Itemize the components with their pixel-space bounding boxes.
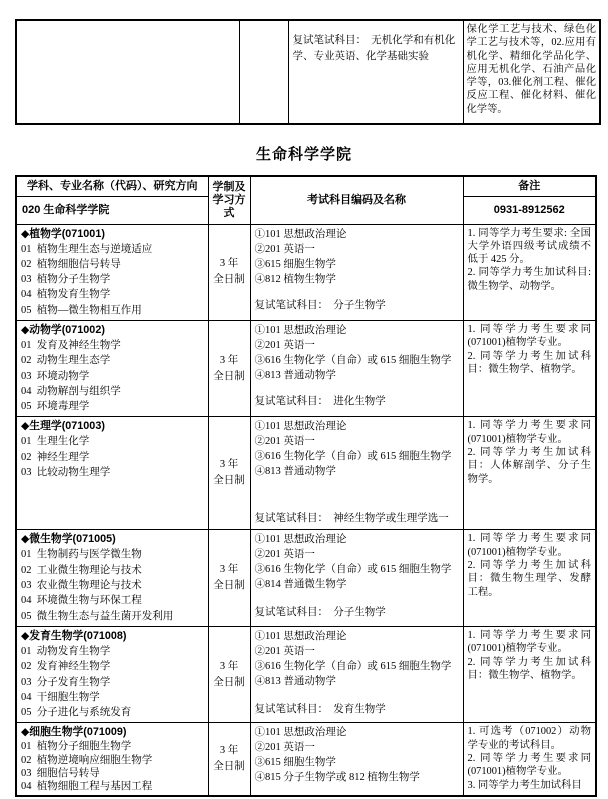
text-line: 01 植物分子细胞生物学 — [21, 741, 132, 753]
major-name: ◆动物学(071002) — [21, 323, 105, 336]
text-line: 全日制 — [213, 475, 245, 487]
subjects-cell — [250, 530, 463, 626]
research-directions — [21, 434, 204, 480]
exam-subjects — [255, 227, 459, 287]
fragment-empty-major-cell — [16, 20, 239, 124]
text-line: 01 生物制药与医学微生物 — [21, 549, 142, 561]
text-line: 05 微生物生态与益生菌开发利用 — [21, 610, 174, 622]
text-line: 1. 同等学力考生要求同(071001)植物学专业。 — [467, 533, 591, 558]
text-line: ②201 英语一 — [254, 436, 315, 448]
retest-subjects: 复试笔试科目： 分子生物学 — [254, 607, 386, 619]
major-cell — [16, 530, 208, 626]
college-majors-table — [15, 175, 597, 797]
fragment-retest-subjects: 复试笔试科目： 无机化学和有机化学、专业英语、化学基础实验 — [288, 20, 463, 124]
text-line: 2. 同等学力考生加试科目: 微生物学、动物学。 — [467, 267, 591, 292]
text-line: ③616 生物化学（自命）或 615 细胞生物学 — [254, 451, 452, 463]
text-line: 03 农业微生物理论与技术 — [21, 580, 142, 592]
major-row-microbiology — [16, 530, 596, 626]
text-line: 02 发育神经生物学 — [21, 661, 111, 673]
previous-college-table-fragment — [15, 19, 601, 125]
text-line: 1. 同等学力考生要求同(071001)植物学专业。 — [467, 420, 591, 445]
text-line: 02 动物生理生态学 — [21, 355, 111, 367]
text-line: ③616 生物化学（自命）或 615 细胞生物学 — [254, 660, 452, 672]
duration-cell — [208, 626, 250, 722]
text-line: ③615 细胞生物学 — [254, 258, 336, 270]
text-line: 1. 同等学力考生要求同(071001)植物学专业。 — [467, 629, 591, 655]
text-line: 04 植物发育生物学 — [21, 289, 111, 301]
research-directions — [21, 547, 204, 623]
text-line: 2. 同等学力考生加试科目：微生物学、植物学。 — [467, 350, 591, 375]
major-row-botany — [16, 224, 596, 320]
college-code: 020 生命科学学院 — [16, 196, 208, 224]
page-title: 生命科学学院 — [255, 146, 352, 163]
text-line: 全日制 — [213, 580, 245, 592]
retest-subjects: 复试笔试科目： 进化生物学 — [254, 395, 386, 407]
retest-subjects: 复试笔试科目： 分子生物学 — [254, 299, 386, 311]
text-line: 全日制 — [213, 761, 245, 773]
major-row-cell-biology — [16, 723, 596, 796]
remarks-cell — [463, 723, 596, 796]
text-line: 3. 同等学力考生加试科目 — [467, 779, 582, 791]
duration-cell — [208, 530, 250, 626]
text-line: ③616 生物化学（自命）或 615 细胞生物学 — [254, 564, 452, 576]
text-line: ④813 普通动物学 — [254, 466, 336, 478]
duration-cell — [208, 224, 250, 320]
text-line: 05 分子进化与系统发育 — [21, 707, 132, 719]
text-line: 3 年 — [219, 354, 239, 366]
text-line: 全日制 — [213, 676, 245, 688]
subjects-cell — [250, 626, 463, 722]
text-line: 03 植物分子生物学 — [21, 274, 111, 286]
subjects-cell — [250, 320, 463, 416]
college-phone: 0931-8912562 — [463, 196, 596, 224]
major-cell — [16, 626, 208, 722]
text-line: ④813 普通动物学 — [254, 369, 336, 381]
text-line: 01 动物发育生物学 — [21, 645, 111, 657]
text-line: 02 工业微生物理论与技术 — [21, 564, 142, 576]
text-line: 03 比较动物生理学 — [21, 467, 111, 479]
research-directions — [21, 740, 204, 793]
document-page — [0, 19, 608, 799]
text-line: 3 年 — [219, 258, 239, 270]
text-line: ②201 英语一 — [254, 339, 315, 351]
major-name: ◆植物学(071001) — [21, 227, 105, 240]
major-row-developmental-biology — [16, 626, 596, 722]
text-line: ③615 细胞生物学 — [254, 757, 336, 769]
subjects-cell — [250, 224, 463, 320]
retest-subjects: 复试笔试科目： 神经生物学或生理学选一 — [254, 513, 449, 525]
text-line: 2. 同等学力考生加试科目：人体解剖学、分子生物学。 — [467, 447, 591, 485]
text-line: 3 年 — [219, 564, 239, 576]
text-line: ③616 生物化学（自命）或 615 细胞生物学 — [254, 354, 452, 366]
text-line: 04 植物细胞工程与基因工程 — [21, 781, 153, 793]
text-line: ②201 英语一 — [254, 742, 315, 754]
exam-subjects — [255, 323, 459, 383]
subjects-cell — [250, 723, 463, 796]
text-line: 全日制 — [213, 274, 245, 286]
research-directions — [21, 338, 204, 414]
text-line: ①101 思想政治理论 — [254, 630, 347, 642]
header-remarks: 备注 — [463, 176, 596, 196]
text-line: 3 年 — [219, 660, 239, 672]
retest-subjects: 复试笔试科目： 发育生物学 — [254, 703, 386, 715]
text-line: 01 发育及神经生物学 — [21, 339, 121, 351]
major-cell — [16, 320, 208, 416]
duration-cell — [208, 320, 250, 416]
exam-subjects — [255, 629, 459, 689]
remarks-cell — [463, 320, 596, 416]
text-line: ②201 英语一 — [254, 243, 315, 255]
text-line: ②201 英语一 — [254, 645, 315, 657]
remarks-cell — [463, 626, 596, 722]
header-subjects: 考试科目编码及名称 — [250, 176, 463, 224]
text-line: 2. 同等学力考生要求同(071001)植物学专业。 — [467, 753, 591, 778]
header-duration: 学制及学习方式 — [208, 176, 250, 224]
text-line: 04 干细胞生物学 — [21, 691, 100, 703]
text-line: 01 植物生理生态与逆境适应 — [21, 243, 153, 255]
text-line: 2. 同等学力考生加试科目：微生物学、植物学。 — [467, 656, 591, 681]
major-cell — [16, 224, 208, 320]
text-line: 05 植物—微生物相互作用 — [21, 304, 142, 316]
exam-subjects — [255, 725, 459, 785]
major-name: ◆生理学(071003) — [21, 420, 105, 433]
text-line: 2. 同等学力考生加试科目：微生物生理学、发酵工程。 — [467, 560, 591, 598]
text-line: 1. 同等学力考生要求: 全国大学外语四级考试成绩不低于 425 分。 — [467, 227, 591, 266]
fragment-row — [16, 20, 600, 124]
subjects-cell — [250, 417, 463, 530]
major-cell — [16, 417, 208, 530]
text-line: 02 植物细胞信号转导 — [21, 258, 121, 270]
exam-subjects — [255, 419, 459, 479]
text-line: ④815 分子生物学或 812 植物生物学 — [254, 772, 420, 784]
text-line: 03 分子发育生物学 — [21, 676, 111, 688]
text-line: 04 环境微生物与环保工程 — [21, 595, 142, 607]
text-line: ④812 植物生物学 — [254, 273, 336, 285]
text-line: 1. 可选考（071002）动物学专业的考试科目。 — [467, 726, 591, 751]
research-directions — [21, 242, 204, 318]
text-line: ④813 普通动物学 — [254, 675, 336, 687]
text-line: 03 环境动物学 — [21, 370, 90, 382]
text-line: 05 环境毒理学 — [21, 401, 90, 413]
text-line: 03 细胞信号转导 — [21, 767, 100, 779]
major-name: ◆发育生物学(071008) — [21, 629, 127, 642]
remarks-cell — [463, 530, 596, 626]
major-row-zoology — [16, 320, 596, 416]
duration-cell — [208, 417, 250, 530]
text-line: 3 年 — [219, 745, 239, 757]
text-line: 1. 同等学力考生要求同(071001)植物学专业。 — [467, 323, 591, 349]
major-name: ◆微生物学(071005) — [21, 533, 116, 546]
duration-cell — [208, 723, 250, 796]
text-line: 04 动物解剖与组织学 — [21, 385, 121, 397]
major-cell — [16, 723, 208, 796]
text-line: ①101 思想政治理论 — [254, 324, 347, 336]
research-directions — [21, 644, 204, 720]
text-line: 02 植物逆境响应细胞生物学 — [21, 754, 153, 766]
text-line: ①101 思想政治理论 — [254, 727, 347, 739]
text-line: 02 神经生理学 — [21, 451, 90, 463]
text-line: ④814 普通微生物学 — [254, 579, 347, 591]
text-line: ②201 英语一 — [254, 549, 315, 561]
text-line: ①101 思想政治理论 — [254, 421, 347, 433]
text-line: ①101 思想政治理论 — [254, 534, 347, 546]
exam-subjects — [255, 532, 459, 592]
header-discipline: 学科、专业名称（代码）、研究方向 — [16, 176, 208, 196]
major-name: ◆细胞生物学(071009) — [21, 726, 127, 739]
fragment-remarks: 保化学工艺与技术、绿色化学工艺与技术等，02.应用有机化学、精细化学品化学、应用无机化学、石油产品化学等，03.催化剂工程、催化反应工程、催化材料、催化化学等。 — [463, 20, 600, 124]
major-row-physiology — [16, 417, 596, 530]
text-line: 全日制 — [213, 370, 245, 382]
remarks-cell — [463, 224, 596, 320]
table-header-row — [16, 176, 596, 196]
text-line: 3 年 — [219, 459, 239, 471]
fragment-empty-duration-cell — [239, 20, 288, 124]
remarks-cell — [463, 417, 596, 530]
text-line: ①101 思想政治理论 — [254, 228, 347, 240]
text-line: 01 生理生化学 — [21, 436, 90, 448]
